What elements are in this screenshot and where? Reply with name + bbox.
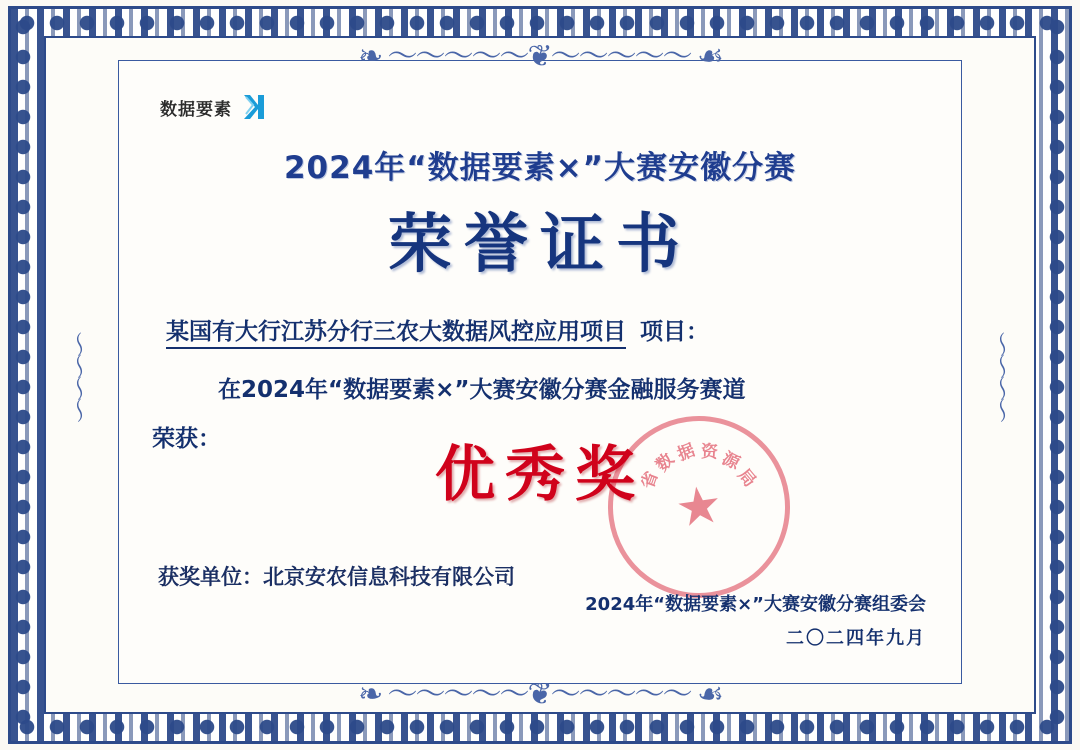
seal-text: 省 数 据 资 源 局 bbox=[637, 440, 760, 492]
award-name: 优秀奖 bbox=[435, 440, 645, 511]
unit-name: 北京安农信息科技有限公司 bbox=[263, 565, 515, 590]
project-row bbox=[140, 311, 940, 355]
competition-title: 2024年“数据要素×”大赛安徽分赛 bbox=[283, 150, 796, 186]
border-pattern-top bbox=[12, 8, 1068, 38]
border-pattern-bottom bbox=[12, 712, 1068, 742]
certificate-content bbox=[140, 76, 940, 666]
border-pattern-right bbox=[1042, 12, 1072, 738]
x-logo-icon bbox=[238, 90, 272, 124]
signature-organization: 2024年“数据要素×”大赛安徽分赛组委会 bbox=[585, 593, 926, 615]
brand-logo bbox=[160, 90, 940, 124]
award-label: 荣获： bbox=[152, 426, 221, 453]
honor-title: 荣誉证书 bbox=[388, 207, 692, 282]
seal-star-icon: ★ bbox=[671, 475, 727, 539]
flourish-left-icon: 〜〜〜〜 bbox=[63, 331, 93, 419]
unit-label: 获奖单位： bbox=[158, 565, 263, 590]
project-name: 某国有大行江苏分行三农大数据风控应用项目 bbox=[166, 319, 626, 349]
flourish-bottom-icon: ❧ ～～～～～❦～～～～～ ☙ bbox=[358, 678, 722, 711]
certificate-body bbox=[140, 311, 940, 598]
flourish-top-icon: ❧ ～～～～～❦～～～～～ ☙ bbox=[358, 40, 722, 73]
signature-date: 二〇二四年九月 bbox=[786, 627, 926, 649]
project-label: 项目： bbox=[640, 319, 709, 345]
border-pattern-left bbox=[8, 12, 38, 738]
track-row: 在2024年“数据要素×”大赛安徽分赛金融服务赛道 bbox=[218, 376, 746, 403]
flourish-right-icon: 〜〜〜〜 bbox=[986, 331, 1016, 419]
brand-label: 数据要素 bbox=[160, 99, 232, 119]
signature-block bbox=[585, 588, 926, 656]
